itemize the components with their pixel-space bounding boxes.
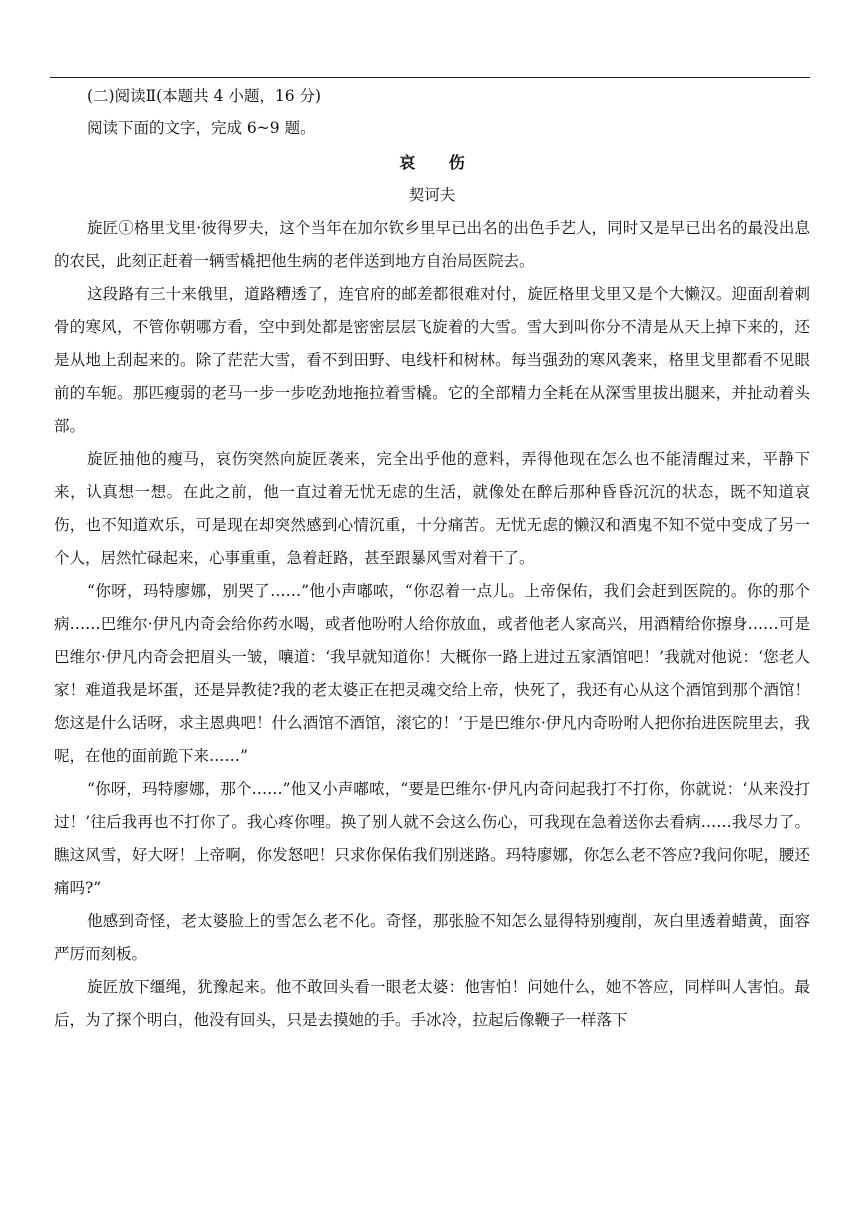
document-page <box>54 80 810 1037</box>
header-rule <box>50 77 810 78</box>
paragraph: 这段路有三十来俄里，道路糟透了，连官府的邮差都很难对付，旋匠格里戈里又是个大懒汉。迎面刮着刺骨的寒风，不管你朝哪方看，空中到处都是密密层层飞旋着的大雪。雪大到叫你分不清是从天上掉下来的，还是从地上刮起来的。除了茫茫大雪，看不到田野、电线杆和树林。每当强劲的寒风袭来，格里戈里都看不见眼前的车轭。那匹瘦弱的老马一步一步吃劲地拖拉着雪橇。它的全部精力全耗在从深雪里拔出腿来，并扯动着头部。 <box>54 285 810 435</box>
paragraph: 旋匠①格里戈里·彼得罗夫，这个当年在加尔钦乡里早已出名的出色手艺人，同时又是早已出名的最没出息的农民，此刻正赶着一辆雪橇把他生病的老伴送到地方自治局医院去。 <box>54 219 810 270</box>
story-title: 哀 伤 <box>399 153 479 172</box>
paragraph: “你呀，玛特廖娜，那个……”他又小声嘟哝，“要是巴维尔·伊凡内奇问起我打不打你，你就说：‘从来没打过！’往后我再也不打你了。我心疼你哩。换了别人就不会这么伤心，可我现在急着送你去看病……我尽力了。瞧这风雪，好大呀！上帝啊，你发怒吧！只求你保佑我们别迷路。玛特廖娜，你怎么老不答应?我问你呢，腰还痛吗?” <box>54 780 810 897</box>
paragraph: 旋匠抽他的瘦马，哀伤突然向旋匠袭来，完全出乎他的意料，弄得他现在怎么也不能清醒过来，平静下来，认真想一想。在此之前，他一直过着无忧无虑的生活，就像处在醉后那种昏昏沉沉的状态，既不知道哀伤，也不知道欢乐，可是现在却突然感到心情沉重，十分痛苦。无忧无虑的懒汉和酒鬼不知不觉中变成了另一个人，居然忙碌起来，心事重重，急着赶路，甚至跟暴风雪对着干了。 <box>54 450 810 567</box>
paragraph: 旋匠放下缰绳，犹豫起来。他不敢回头看一眼老太婆：他害怕！问她什么，她不答应，同样叫人害怕。最后，为了探个明白，他没有回头，只是去摸她的手。手冰冷，拉起后像鞭子一样落下 <box>54 978 810 1029</box>
section-heading: (二)阅读Ⅱ(本题共 4 小题，16 分) <box>87 87 322 105</box>
paragraph: “你呀，玛特廖娜，别哭了……”他小声嘟哝，“你忍着一点儿。上帝保佑，我们会赶到医院的。你的那个病……巴维尔·伊凡内奇会给你药水喝，或者他吩咐人给你放血，或者他老人家高兴，用酒精给你擦身……可是巴维尔·伊凡内奇会把眉头一皱，嚷道：‘我早就知道你！大概你一路上进过五家酒馆吧！’我就对他说：‘您老人家！难道我是坏蛋，还是异教徒?我的老太婆正在把灵魂交给上帝，快死了，我还有心从这个酒馆到那个酒馆！您这是什么话呀，求主恩典吧！什么酒馆不酒馆，滚它的！’于是巴维尔·伊凡内奇吩咐人把你抬进医院里去，我呢，在他的面前跪下来……” <box>54 582 810 765</box>
instruction-text: 阅读下面的文字，完成 6~9 题。 <box>87 119 316 137</box>
story-author: 契诃夫 <box>408 186 456 204</box>
paragraph: 他感到奇怪，老太婆脸上的雪怎么老不化。奇怪，那张脸不知怎么显得特别瘦削，灰白里透着蜡黄，面容严厉而刻板。 <box>54 912 810 963</box>
